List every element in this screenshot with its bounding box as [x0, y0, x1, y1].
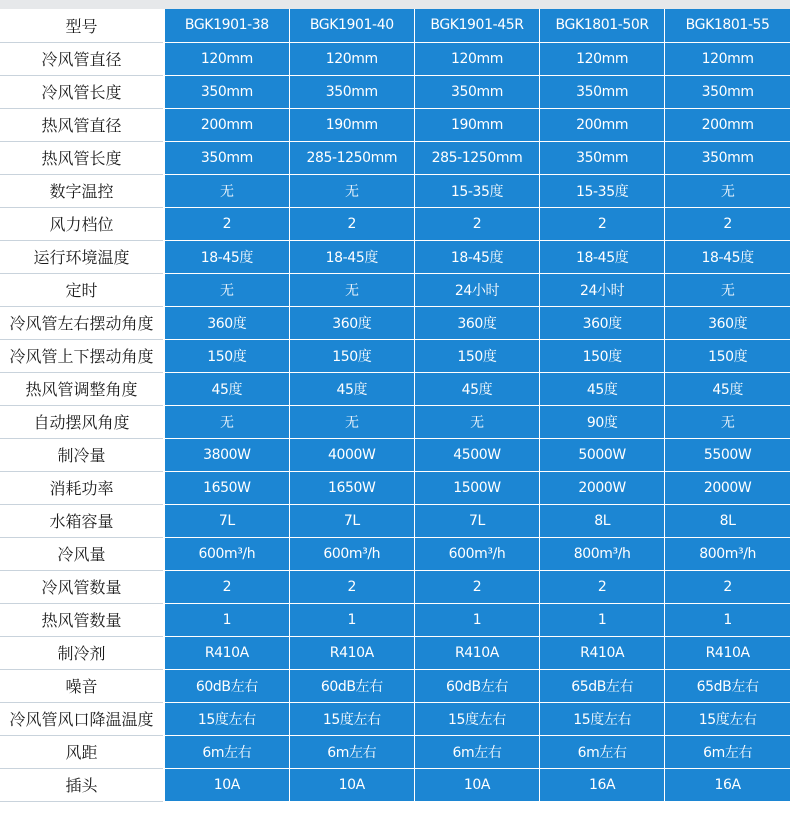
- spec-value: 15度左右: [540, 702, 665, 735]
- spec-value: 8L: [665, 504, 790, 537]
- spec-value: 2: [164, 207, 289, 240]
- spec-value: 18-45度: [414, 240, 539, 273]
- spec-label: 冷风管数量: [0, 570, 164, 603]
- spec-value: 1: [164, 603, 289, 636]
- spec-row: [0, 603, 790, 636]
- spec-value: 350mm: [665, 75, 790, 108]
- spec-value: 350mm: [540, 141, 665, 174]
- spec-value: 15-35度: [414, 174, 539, 207]
- spec-value: 1: [540, 603, 665, 636]
- spec-row: [0, 108, 790, 141]
- spec-value: 350mm: [289, 75, 414, 108]
- spec-value: 350mm: [540, 75, 665, 108]
- spec-value: 16A: [665, 768, 790, 801]
- spec-value: 15度左右: [414, 702, 539, 735]
- spec-value: 120mm: [164, 42, 289, 75]
- spec-value: 800m³/h: [540, 537, 665, 570]
- spec-label: 定时: [0, 273, 164, 306]
- spec-value: 8L: [540, 504, 665, 537]
- spec-value: 360度: [540, 306, 665, 339]
- spec-value: 15度左右: [289, 702, 414, 735]
- spec-label: 自动摆风角度: [0, 405, 164, 438]
- spec-row: [0, 636, 790, 669]
- spec-value: 7L: [414, 504, 539, 537]
- spec-value: 2: [665, 570, 790, 603]
- spec-value: 190mm: [289, 108, 414, 141]
- spec-value: 360度: [164, 306, 289, 339]
- spec-value: R410A: [289, 636, 414, 669]
- spec-value: 4500W: [414, 438, 539, 471]
- spec-value: 7L: [164, 504, 289, 537]
- spec-row: [0, 537, 790, 570]
- spec-value: 6m左右: [414, 735, 539, 768]
- spec-row: [0, 75, 790, 108]
- spec-value: 2: [164, 570, 289, 603]
- spec-value: 无: [665, 174, 790, 207]
- spec-value: 150度: [414, 339, 539, 372]
- spec-row: [0, 42, 790, 75]
- spec-row: [0, 471, 790, 504]
- spec-label: 热风管数量: [0, 603, 164, 636]
- spec-row: [0, 240, 790, 273]
- spec-value: 350mm: [665, 141, 790, 174]
- spec-value: 600m³/h: [164, 537, 289, 570]
- spec-row: [0, 141, 790, 174]
- spec-label: 热风管调整角度: [0, 372, 164, 405]
- spec-value: 285-1250mm: [414, 141, 539, 174]
- model-name: BGK1801-50R: [540, 9, 665, 42]
- spec-row: [0, 504, 790, 537]
- spec-row: [0, 570, 790, 603]
- spec-row: [0, 405, 790, 438]
- spec-label: 制冷量: [0, 438, 164, 471]
- spec-label: 插头: [0, 768, 164, 801]
- spec-value: 18-45度: [540, 240, 665, 273]
- model-name: BGK1901-40: [289, 9, 414, 42]
- spec-value: 600m³/h: [414, 537, 539, 570]
- spec-label: 热风管长度: [0, 141, 164, 174]
- spec-value: 15度左右: [665, 702, 790, 735]
- spec-value: 800m³/h: [665, 537, 790, 570]
- spec-row: [0, 669, 790, 702]
- spec-label: 数字温控: [0, 174, 164, 207]
- spec-value: 5500W: [665, 438, 790, 471]
- spec-row: [0, 174, 790, 207]
- spec-value: 6m左右: [540, 735, 665, 768]
- spec-value: 150度: [665, 339, 790, 372]
- spec-row: [0, 273, 790, 306]
- spec-value: 10A: [289, 768, 414, 801]
- spec-value: 45度: [665, 372, 790, 405]
- spec-value: 150度: [540, 339, 665, 372]
- spec-value: 18-45度: [164, 240, 289, 273]
- spec-value: 60dB左右: [164, 669, 289, 702]
- spec-row: [0, 339, 790, 372]
- spec-value: 350mm: [414, 75, 539, 108]
- spec-value: 18-45度: [665, 240, 790, 273]
- spec-value: 285-1250mm: [289, 141, 414, 174]
- spec-value: 2: [289, 570, 414, 603]
- spec-value: 无: [164, 174, 289, 207]
- spec-value: 150度: [164, 339, 289, 372]
- spec-value: 16A: [540, 768, 665, 801]
- spec-value: 45度: [540, 372, 665, 405]
- spec-value: 15-35度: [540, 174, 665, 207]
- spec-value: 1650W: [289, 471, 414, 504]
- spec-value: 150度: [289, 339, 414, 372]
- spec-label: 噪音: [0, 669, 164, 702]
- spec-value: 无: [289, 174, 414, 207]
- spec-label: 水箱容量: [0, 504, 164, 537]
- spec-value: 120mm: [414, 42, 539, 75]
- spec-value: 2: [414, 207, 539, 240]
- top-band: [0, 0, 790, 9]
- spec-label: 风距: [0, 735, 164, 768]
- spec-label: 冷风管风口降温温度: [0, 702, 164, 735]
- spec-value: 无: [665, 405, 790, 438]
- spec-value: 6m左右: [665, 735, 790, 768]
- spec-value: 65dB左右: [665, 669, 790, 702]
- spec-table: [0, 9, 790, 802]
- spec-value: 24小时: [540, 273, 665, 306]
- spec-value: 2: [665, 207, 790, 240]
- spec-value: 无: [289, 405, 414, 438]
- spec-value: 120mm: [665, 42, 790, 75]
- spec-label: 冷风管直径: [0, 42, 164, 75]
- spec-value: 18-45度: [289, 240, 414, 273]
- spec-value: 10A: [414, 768, 539, 801]
- spec-value: 无: [289, 273, 414, 306]
- spec-row: [0, 768, 790, 801]
- spec-value: 350mm: [164, 141, 289, 174]
- spec-value: R410A: [164, 636, 289, 669]
- spec-value: 6m左右: [289, 735, 414, 768]
- spec-value: 600m³/h: [289, 537, 414, 570]
- spec-value: 1650W: [164, 471, 289, 504]
- spec-row: [0, 306, 790, 339]
- spec-value: 2: [414, 570, 539, 603]
- spec-value: 无: [665, 273, 790, 306]
- spec-table-body: [0, 9, 790, 801]
- spec-value: 45度: [289, 372, 414, 405]
- spec-value: 5000W: [540, 438, 665, 471]
- spec-value: 360度: [289, 306, 414, 339]
- spec-label: 冷风管左右摆动角度: [0, 306, 164, 339]
- spec-value: 360度: [665, 306, 790, 339]
- spec-value: 无: [414, 405, 539, 438]
- spec-value: R410A: [540, 636, 665, 669]
- spec-row: [0, 438, 790, 471]
- spec-row: [0, 735, 790, 768]
- spec-label: 运行环境温度: [0, 240, 164, 273]
- spec-value: 2: [540, 570, 665, 603]
- spec-value: 7L: [289, 504, 414, 537]
- spec-value: 200mm: [164, 108, 289, 141]
- spec-value: 1: [665, 603, 790, 636]
- spec-value: 60dB左右: [414, 669, 539, 702]
- spec-value: 350mm: [164, 75, 289, 108]
- spec-value: 360度: [414, 306, 539, 339]
- header-row: [0, 9, 790, 42]
- spec-value: R410A: [665, 636, 790, 669]
- spec-row: [0, 207, 790, 240]
- spec-value: 120mm: [540, 42, 665, 75]
- spec-label: 冷风量: [0, 537, 164, 570]
- spec-row: [0, 372, 790, 405]
- spec-value: 60dB左右: [289, 669, 414, 702]
- model-name: BGK1801-55: [665, 9, 790, 42]
- spec-value: 6m左右: [164, 735, 289, 768]
- spec-row: [0, 702, 790, 735]
- spec-label: 热风管直径: [0, 108, 164, 141]
- model-name: BGK1901-45R: [414, 9, 539, 42]
- spec-value: 1: [289, 603, 414, 636]
- spec-value: 无: [164, 273, 289, 306]
- spec-value: 2000W: [540, 471, 665, 504]
- spec-value: 15度左右: [164, 702, 289, 735]
- spec-value: 3800W: [164, 438, 289, 471]
- model-name: BGK1901-38: [164, 9, 289, 42]
- spec-label: 冷风管长度: [0, 75, 164, 108]
- spec-value: 2000W: [665, 471, 790, 504]
- spec-value: R410A: [414, 636, 539, 669]
- header-label: 型号: [0, 9, 164, 42]
- spec-label: 制冷剂: [0, 636, 164, 669]
- spec-value: 65dB左右: [540, 669, 665, 702]
- spec-value: 4000W: [289, 438, 414, 471]
- spec-value: 10A: [164, 768, 289, 801]
- spec-label: 消耗功率: [0, 471, 164, 504]
- spec-value: 1500W: [414, 471, 539, 504]
- spec-label: 风力档位: [0, 207, 164, 240]
- spec-value: 90度: [540, 405, 665, 438]
- spec-value: 120mm: [289, 42, 414, 75]
- spec-value: 2: [289, 207, 414, 240]
- spec-value: 200mm: [540, 108, 665, 141]
- spec-label: 冷风管上下摆动角度: [0, 339, 164, 372]
- spec-value: 200mm: [665, 108, 790, 141]
- spec-value: 2: [540, 207, 665, 240]
- spec-value: 45度: [164, 372, 289, 405]
- spec-value: 190mm: [414, 108, 539, 141]
- spec-value: 24小时: [414, 273, 539, 306]
- spec-value: 1: [414, 603, 539, 636]
- spec-value: 45度: [414, 372, 539, 405]
- spec-value: 无: [164, 405, 289, 438]
